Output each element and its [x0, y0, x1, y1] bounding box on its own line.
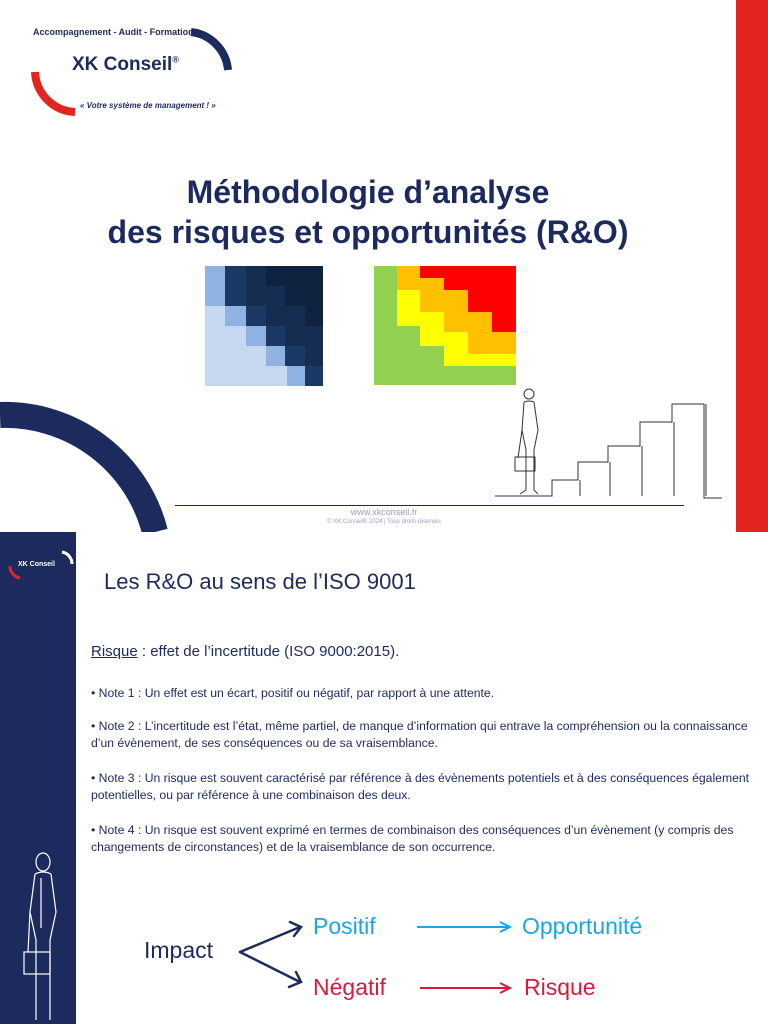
sidebar-logo-text: XK Conseil [18, 561, 55, 568]
impact-arrows [0, 532, 768, 1024]
footer-url: www.xkconseil.fr [350, 507, 418, 517]
heat-risk-matrix [374, 266, 516, 385]
opportunity-label: Opportunité [522, 913, 643, 939]
footer-divider [175, 505, 684, 506]
risk-definition: Risque : effet de l’incertitude (ISO 9000:2015). [91, 643, 400, 660]
note-1: • Note 1 : Un effet est un écart, positif ou négatif, par rapport à une attente. [91, 686, 495, 700]
definition-slide [0, 532, 768, 1024]
accent-bar [736, 0, 768, 532]
slide-title: Les R&O au sens de l’ISO 9001 [104, 569, 416, 594]
logo-slogan: « Votre système de management ! » [80, 101, 216, 110]
footer-copyright: © XK Conseil® 2024 | Tous droits réservés [327, 519, 441, 525]
page-title: Méthodologie d’analyse des risques et opportunités (R&O) [107, 174, 629, 250]
logo-tagline: Accompagnement - Audit - Formation [33, 27, 194, 37]
logo-name: XK Conseil® [72, 54, 179, 75]
blue-risk-matrix [205, 266, 323, 386]
note-2: • Note 2 : L’incertitude est l’état, même partiel, de manque d’information qui entrave la compréhension ou la connaissance d’un évènement, de ses conséquences ou de sa vraisemblance. [91, 719, 748, 750]
impact-label: Impact [144, 937, 214, 963]
negative-label: Négatif [313, 974, 386, 1000]
note-4: • Note 4 : Un risque est souvent exprimé en termes de combinaison des conséquences d’un évènement (y compris des changements de circonstances) et de la vraisemblance de son occurrence. [91, 823, 734, 854]
man-with-stairs-illustration [490, 380, 730, 504]
note-3: • Note 3 : Un risque est souvent caractérisé par référence à des évènements potentiels et à des conséquences également potentielles, ou par référence à une combinaison des deux. [91, 771, 750, 802]
risk-label: Risque [524, 974, 596, 1000]
positive-label: Positif [313, 913, 376, 939]
